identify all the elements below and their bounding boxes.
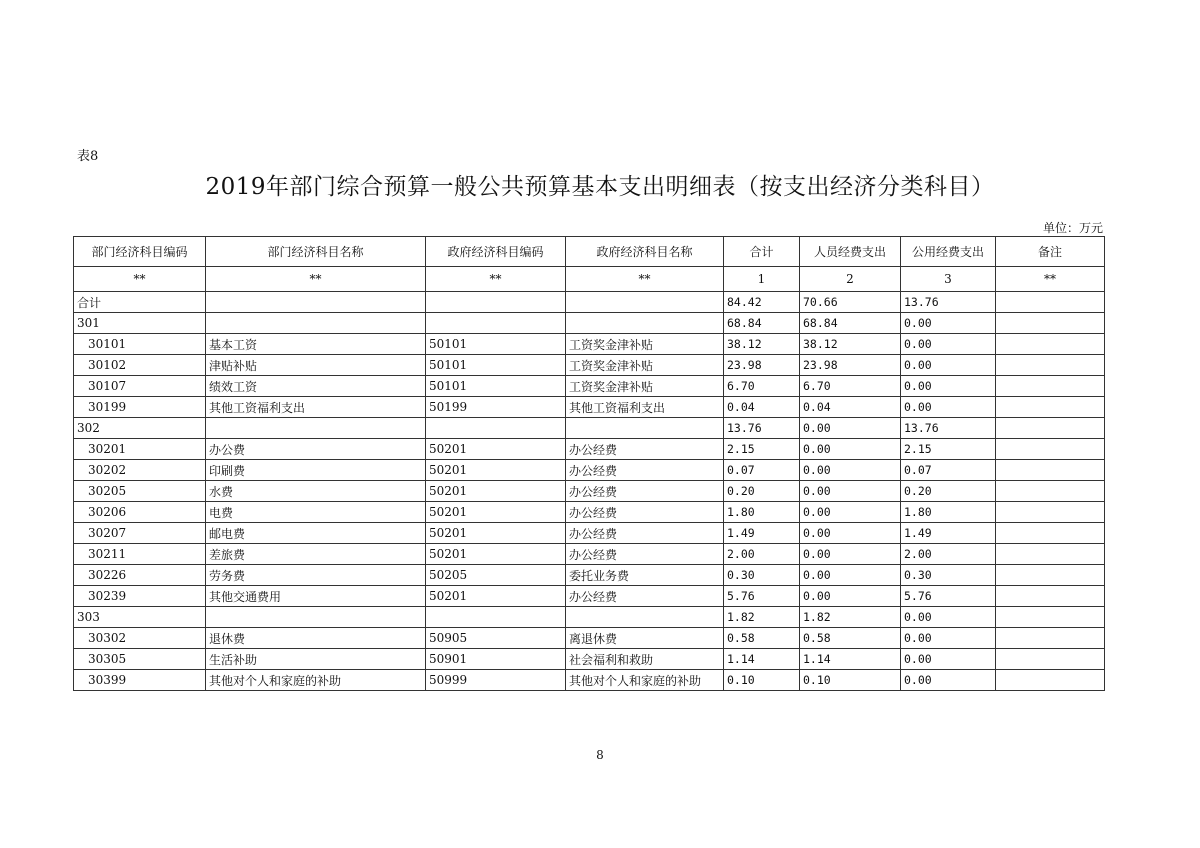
subheader-cell: ** xyxy=(566,267,724,292)
cell-note xyxy=(996,334,1105,355)
table-row xyxy=(74,313,1105,334)
cell-personnel: 0.10 xyxy=(800,670,901,691)
cell-personnel: 0.00 xyxy=(800,502,901,523)
table-row xyxy=(74,481,1105,502)
cell-dept-code: 30199 xyxy=(74,397,206,418)
header-row xyxy=(74,237,1105,267)
cell-gov-name: 办公经费 xyxy=(566,523,724,544)
cell-gov-code xyxy=(426,607,566,628)
subheader-row xyxy=(74,267,1105,292)
cell-gov-code: 50201 xyxy=(426,586,566,607)
cell-dept-name xyxy=(206,313,426,334)
cell-gov-code: 50201 xyxy=(426,481,566,502)
expenditure-detail-table xyxy=(73,236,1105,691)
cell-note xyxy=(996,376,1105,397)
cell-note xyxy=(996,481,1105,502)
header-personnel: 人员经费支出 xyxy=(800,237,901,267)
cell-dept-name: 办公费 xyxy=(206,439,426,460)
cell-public: 1.49 xyxy=(901,523,996,544)
cell-public: 0.00 xyxy=(901,376,996,397)
cell-dept-code: 30211 xyxy=(74,544,206,565)
cell-dept-name: 其他工资福利支出 xyxy=(206,397,426,418)
cell-personnel: 0.58 xyxy=(800,628,901,649)
cell-note xyxy=(996,565,1105,586)
cell-personnel: 0.00 xyxy=(800,565,901,586)
cell-dept-code: 302 xyxy=(74,418,206,439)
cell-note xyxy=(996,544,1105,565)
cell-dept-code: 30205 xyxy=(74,481,206,502)
cell-personnel: 0.00 xyxy=(800,418,901,439)
cell-total: 1.49 xyxy=(724,523,800,544)
cell-personnel: 0.00 xyxy=(800,439,901,460)
subheader-cell: 3 xyxy=(901,267,996,292)
cell-gov-code: 50901 xyxy=(426,649,566,670)
cell-total: 0.10 xyxy=(724,670,800,691)
cell-personnel: 38.12 xyxy=(800,334,901,355)
cell-gov-name: 工资奖金津补贴 xyxy=(566,355,724,376)
header-dept-code: 部门经济科目编码 xyxy=(74,237,206,267)
cell-dept-code: 合计 xyxy=(74,292,206,313)
cell-dept-code: 30207 xyxy=(74,523,206,544)
cell-public: 2.15 xyxy=(901,439,996,460)
cell-public: 0.00 xyxy=(901,313,996,334)
cell-dept-name: 退休费 xyxy=(206,628,426,649)
cell-gov-name xyxy=(566,292,724,313)
header-public: 公用经费支出 xyxy=(901,237,996,267)
cell-gov-name: 办公经费 xyxy=(566,481,724,502)
cell-public: 0.30 xyxy=(901,565,996,586)
cell-gov-code: 50999 xyxy=(426,670,566,691)
cell-gov-code xyxy=(426,418,566,439)
cell-gov-code: 50101 xyxy=(426,355,566,376)
cell-public: 13.76 xyxy=(901,418,996,439)
cell-gov-code: 50201 xyxy=(426,523,566,544)
subheader-cell: ** xyxy=(74,267,206,292)
cell-dept-name: 差旅费 xyxy=(206,544,426,565)
cell-gov-name xyxy=(566,607,724,628)
cell-total: 1.80 xyxy=(724,502,800,523)
cell-personnel: 0.00 xyxy=(800,544,901,565)
table-row xyxy=(74,292,1105,313)
table-row xyxy=(74,418,1105,439)
subheader-cell: ** xyxy=(206,267,426,292)
cell-note xyxy=(996,397,1105,418)
cell-gov-name: 委托业务费 xyxy=(566,565,724,586)
cell-gov-code: 50201 xyxy=(426,460,566,481)
table-row xyxy=(74,523,1105,544)
table-row xyxy=(74,334,1105,355)
cell-public: 5.76 xyxy=(901,586,996,607)
cell-dept-name: 劳务费 xyxy=(206,565,426,586)
cell-dept-name: 生活补助 xyxy=(206,649,426,670)
cell-dept-code: 30226 xyxy=(74,565,206,586)
cell-gov-name: 工资奖金津补贴 xyxy=(566,376,724,397)
cell-total: 84.42 xyxy=(724,292,800,313)
cell-dept-name: 水费 xyxy=(206,481,426,502)
cell-total: 0.58 xyxy=(724,628,800,649)
cell-dept-code: 30302 xyxy=(74,628,206,649)
cell-personnel: 68.84 xyxy=(800,313,901,334)
cell-total: 68.84 xyxy=(724,313,800,334)
cell-note xyxy=(996,586,1105,607)
cell-dept-code: 30305 xyxy=(74,649,206,670)
cell-gov-name: 办公经费 xyxy=(566,586,724,607)
cell-gov-name xyxy=(566,313,724,334)
cell-dept-code: 30399 xyxy=(74,670,206,691)
cell-gov-code xyxy=(426,292,566,313)
cell-gov-name xyxy=(566,418,724,439)
header-gov-code: 政府经济科目编码 xyxy=(426,237,566,267)
cell-personnel: 0.00 xyxy=(800,460,901,481)
table-row xyxy=(74,586,1105,607)
cell-total: 1.82 xyxy=(724,607,800,628)
cell-gov-name: 其他对个人和家庭的补助 xyxy=(566,670,724,691)
cell-dept-code: 30201 xyxy=(74,439,206,460)
cell-note xyxy=(996,523,1105,544)
table-row xyxy=(74,397,1105,418)
header-gov-name: 政府经济科目名称 xyxy=(566,237,724,267)
cell-total: 6.70 xyxy=(724,376,800,397)
cell-gov-name: 社会福利和救助 xyxy=(566,649,724,670)
cell-note xyxy=(996,418,1105,439)
table-row xyxy=(74,628,1105,649)
page-title: 2019年部门综合预算一般公共预算基本支出明细表（按支出经济分类科目） xyxy=(205,174,995,200)
cell-dept-name: 其他交通费用 xyxy=(206,586,426,607)
cell-total: 13.76 xyxy=(724,418,800,439)
cell-total: 23.98 xyxy=(724,355,800,376)
table-row xyxy=(74,649,1105,670)
cell-public: 0.00 xyxy=(901,670,996,691)
cell-dept-code: 30202 xyxy=(74,460,206,481)
cell-total: 2.00 xyxy=(724,544,800,565)
header-total: 合计 xyxy=(724,237,800,267)
subheader-cell: ** xyxy=(426,267,566,292)
cell-public: 0.07 xyxy=(901,460,996,481)
cell-total: 0.20 xyxy=(724,481,800,502)
cell-gov-name: 办公经费 xyxy=(566,544,724,565)
table-row xyxy=(74,502,1105,523)
cell-note xyxy=(996,502,1105,523)
cell-dept-name xyxy=(206,607,426,628)
cell-public: 0.20 xyxy=(901,481,996,502)
subheader-cell: ** xyxy=(996,267,1105,292)
cell-dept-name: 基本工资 xyxy=(206,334,426,355)
cell-total: 1.14 xyxy=(724,649,800,670)
cell-gov-code: 50101 xyxy=(426,376,566,397)
cell-gov-name: 离退休费 xyxy=(566,628,724,649)
cell-dept-name: 电费 xyxy=(206,502,426,523)
table-row xyxy=(74,439,1105,460)
cell-gov-code: 50199 xyxy=(426,397,566,418)
cell-dept-code: 30206 xyxy=(74,502,206,523)
table-row xyxy=(74,670,1105,691)
table-row xyxy=(74,607,1105,628)
table-row xyxy=(74,355,1105,376)
cell-public: 13.76 xyxy=(901,292,996,313)
cell-note xyxy=(996,355,1105,376)
table-body xyxy=(74,292,1105,691)
cell-note xyxy=(996,313,1105,334)
cell-gov-code: 50201 xyxy=(426,439,566,460)
cell-total: 0.07 xyxy=(724,460,800,481)
cell-total: 0.30 xyxy=(724,565,800,586)
table-row xyxy=(74,544,1105,565)
table-number: 表8 xyxy=(77,149,99,164)
cell-public: 0.00 xyxy=(901,628,996,649)
page-number: 8 xyxy=(596,748,604,762)
cell-public: 0.00 xyxy=(901,334,996,355)
cell-note xyxy=(996,460,1105,481)
cell-dept-code: 30239 xyxy=(74,586,206,607)
cell-dept-code: 30102 xyxy=(74,355,206,376)
cell-public: 1.80 xyxy=(901,502,996,523)
cell-note xyxy=(996,292,1105,313)
cell-personnel: 0.00 xyxy=(800,481,901,502)
cell-dept-name: 其他对个人和家庭的补助 xyxy=(206,670,426,691)
cell-gov-code xyxy=(426,313,566,334)
header-dept-name: 部门经济科目名称 xyxy=(206,237,426,267)
cell-public: 0.00 xyxy=(901,397,996,418)
cell-dept-code: 303 xyxy=(74,607,206,628)
cell-personnel: 0.00 xyxy=(800,586,901,607)
cell-gov-code: 50905 xyxy=(426,628,566,649)
cell-public: 0.00 xyxy=(901,649,996,670)
cell-note xyxy=(996,439,1105,460)
cell-gov-code: 50201 xyxy=(426,502,566,523)
cell-dept-name xyxy=(206,418,426,439)
cell-personnel: 1.14 xyxy=(800,649,901,670)
cell-gov-name: 办公经费 xyxy=(566,502,724,523)
table-row xyxy=(74,376,1105,397)
cell-gov-name: 工资奖金津补贴 xyxy=(566,334,724,355)
cell-dept-name xyxy=(206,292,426,313)
cell-public: 2.00 xyxy=(901,544,996,565)
cell-personnel: 0.04 xyxy=(800,397,901,418)
header-note: 备注 xyxy=(996,237,1105,267)
cell-gov-code: 50101 xyxy=(426,334,566,355)
cell-gov-code: 50201 xyxy=(426,544,566,565)
cell-total: 38.12 xyxy=(724,334,800,355)
cell-personnel: 23.98 xyxy=(800,355,901,376)
cell-personnel: 70.66 xyxy=(800,292,901,313)
cell-dept-code: 30107 xyxy=(74,376,206,397)
cell-dept-name: 邮电费 xyxy=(206,523,426,544)
table-row xyxy=(74,460,1105,481)
cell-personnel: 1.82 xyxy=(800,607,901,628)
cell-dept-code: 301 xyxy=(74,313,206,334)
cell-gov-code: 50205 xyxy=(426,565,566,586)
cell-note xyxy=(996,670,1105,691)
cell-gov-name: 其他工资福利支出 xyxy=(566,397,724,418)
cell-gov-name: 办公经费 xyxy=(566,439,724,460)
cell-total: 0.04 xyxy=(724,397,800,418)
cell-dept-code: 30101 xyxy=(74,334,206,355)
cell-note xyxy=(996,607,1105,628)
cell-personnel: 6.70 xyxy=(800,376,901,397)
cell-total: 5.76 xyxy=(724,586,800,607)
cell-public: 0.00 xyxy=(901,355,996,376)
unit-label: 单位：万元 xyxy=(1042,221,1103,235)
cell-personnel: 0.00 xyxy=(800,523,901,544)
cell-note xyxy=(996,649,1105,670)
cell-total: 2.15 xyxy=(724,439,800,460)
cell-gov-name: 办公经费 xyxy=(566,460,724,481)
subheader-cell: 1 xyxy=(724,267,800,292)
cell-dept-name: 印刷费 xyxy=(206,460,426,481)
cell-note xyxy=(996,628,1105,649)
cell-public: 0.00 xyxy=(901,607,996,628)
table-row xyxy=(74,565,1105,586)
cell-dept-name: 津贴补贴 xyxy=(206,355,426,376)
cell-dept-name: 绩效工资 xyxy=(206,376,426,397)
subheader-cell: 2 xyxy=(800,267,901,292)
